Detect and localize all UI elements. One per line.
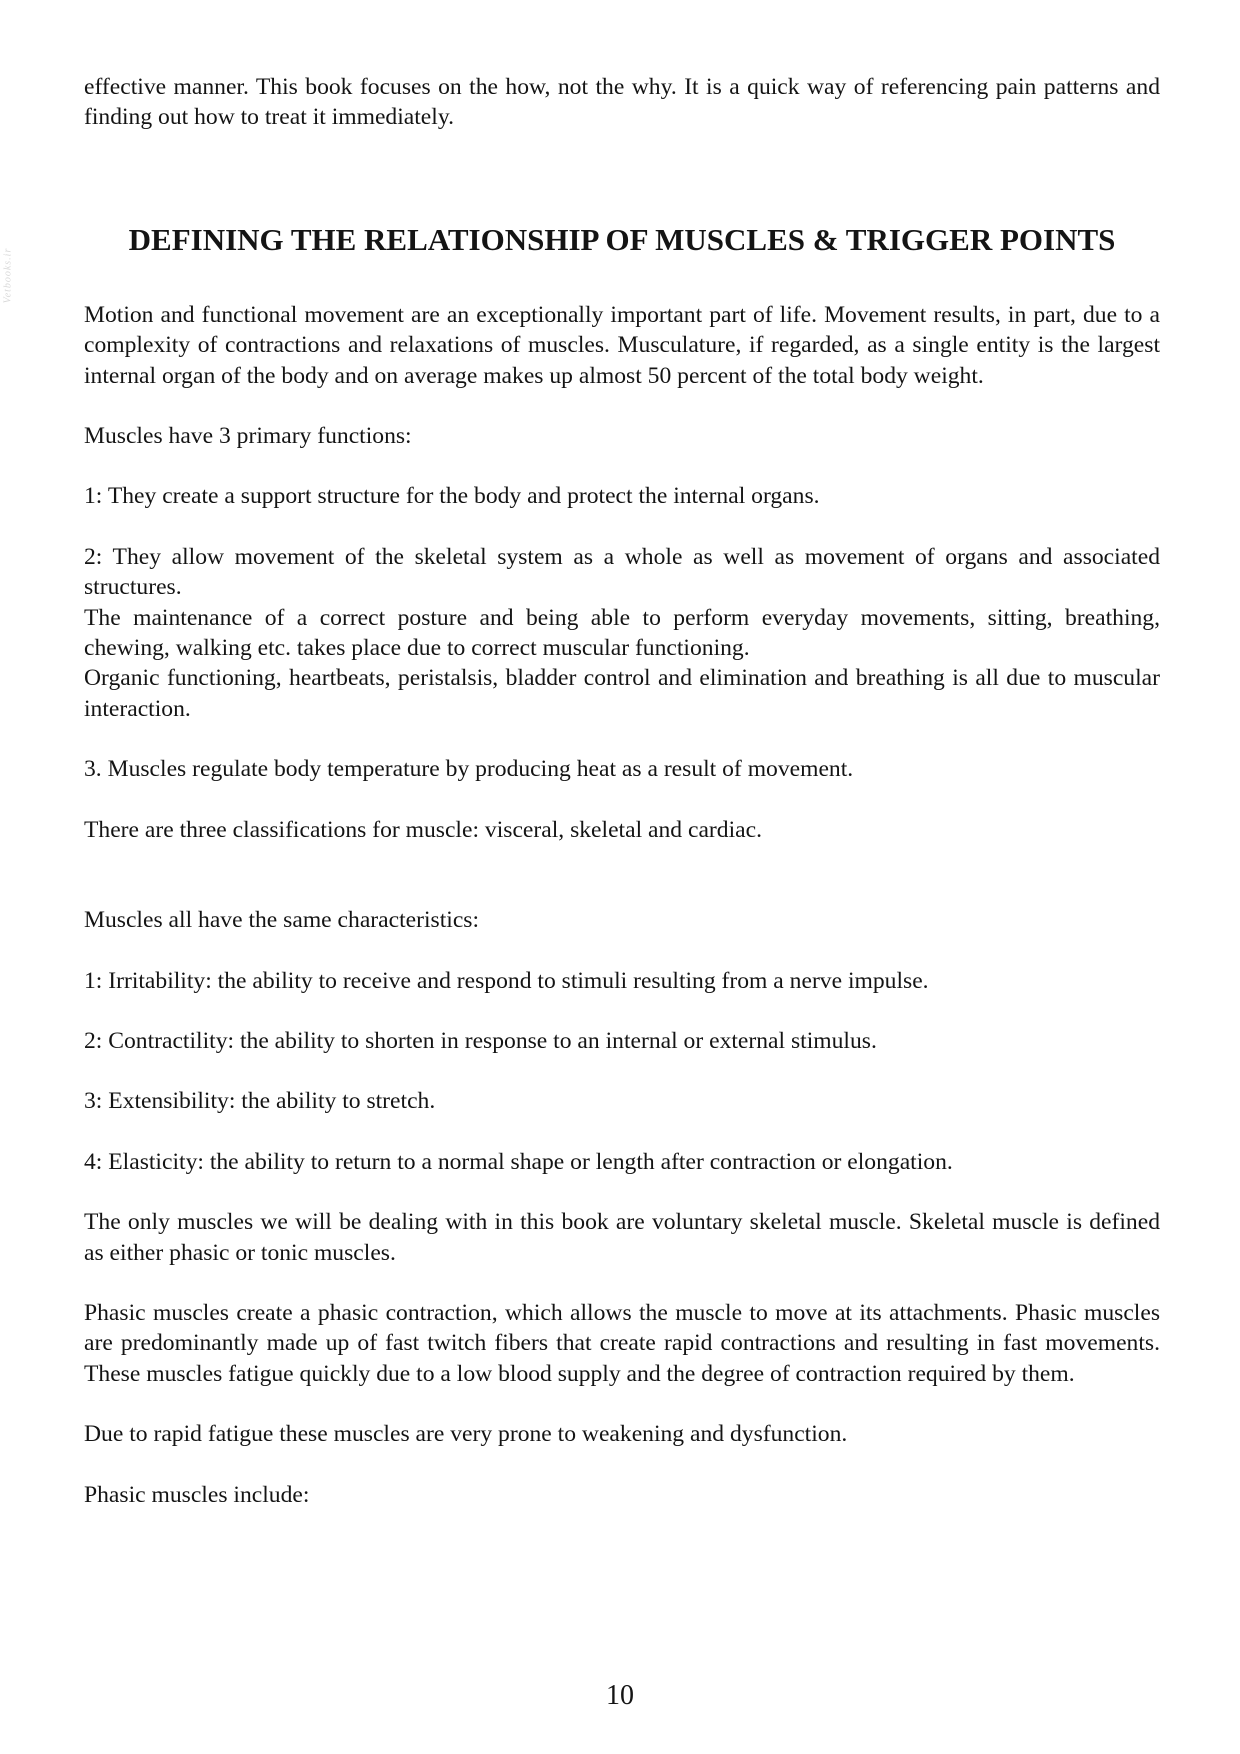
function-1: 1: They create a support structure for the body and protect the internal organs. bbox=[84, 483, 820, 510]
function-2: 2: They allow movement of the skeletal system as a whole as well as movement of organs and associated structures. bbox=[84, 543, 1160, 601]
functions-intro: Muscles have 3 primary functions: bbox=[84, 423, 412, 450]
page-number: 10 bbox=[606, 1680, 634, 1711]
spacer bbox=[84, 260, 1160, 300]
characteristics-intro: Muscles all have the same characteristics: bbox=[84, 907, 480, 934]
motion-paragraph: Motion and functional movement are an exceptionally important part of life. Movement results, in part, due to a complexity of contractions and relaxations of muscles. Musculature, if regarded, as a single entity is the largest internal organ of the body and on average makes up almost 50 percent of the total body weight. bbox=[84, 301, 1160, 389]
phasic-paragraph: Phasic muscles create a phasic contraction, which allows the muscle to move at its attachments. Phasic muscles are predominantly made up of fast twitch fibers that create rapid contractions and resulting in fast movements. These muscles fatigue quickly due to a low blood supply and the degree of contraction required by them. bbox=[84, 1299, 1160, 1387]
spacer bbox=[84, 133, 1160, 219]
phasic-include-paragraph: Phasic muscles include: bbox=[84, 1481, 310, 1508]
page-body bbox=[84, 72, 1160, 1510]
characteristic-1: 1: Irritability: the ability to receive and respond to stimuli resulting from a nerve impulse. bbox=[84, 967, 929, 994]
intro-paragraph: effective manner. This book focuses on the how, not the why. It is a quick way of referencing pain patterns and finding out how to treat it immediately. bbox=[84, 74, 1160, 131]
classifications-paragraph: There are three classifications for muscle: visceral, skeletal and cardiac. bbox=[84, 816, 762, 843]
voluntary-paragraph: The only muscles we will be dealing with in this book are voluntary skeletal muscle. Skeletal muscle is defined as either phasic or tonic muscles. bbox=[84, 1209, 1160, 1266]
function-3: 3. Muscles regulate body temperature by producing heat as a result of movement. bbox=[84, 756, 854, 783]
characteristic-4: 4: Elasticity: the ability to return to a normal shape or length after contraction or elongation. bbox=[84, 1148, 953, 1175]
fatigue-paragraph: Due to rapid fatigue these muscles are very prone to weakening and dysfunction. bbox=[84, 1421, 848, 1448]
organic-paragraph: Organic functioning, heartbeats, peristalsis, bladder control and elimination and breathing is all due to muscular interaction. bbox=[84, 665, 1160, 722]
characteristic-3: 3: Extensibility: the ability to stretch. bbox=[84, 1088, 436, 1115]
characteristic-2: 2: Contractility: the ability to shorten in response to an internal or external stimulus. bbox=[84, 1027, 877, 1054]
maintenance-paragraph: The maintenance of a correct posture and being able to perform everyday movements, sitting, breathing, chewing, walking etc. takes place due to correct muscular functioning. bbox=[84, 604, 1160, 662]
section-heading: DEFINING THE RELATIONSHIP OF MUSCLES & TRIGGER POINTS bbox=[128, 221, 1116, 257]
side-watermark: Vetbooks.ir bbox=[2, 247, 14, 304]
